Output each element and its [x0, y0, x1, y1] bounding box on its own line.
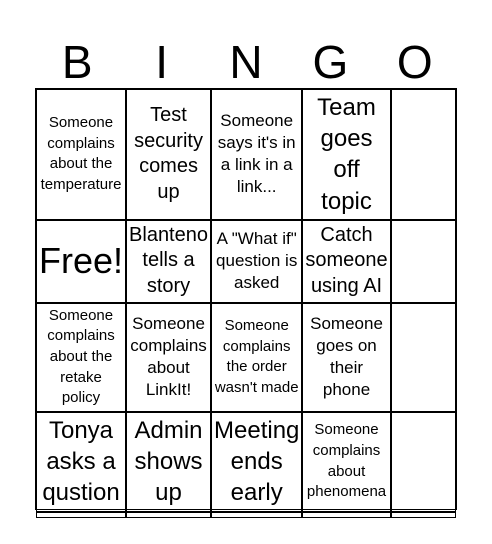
header-letter-o: O [396, 36, 433, 88]
bingo-cell-r1c2[interactable]: Test security comes up [126, 89, 211, 220]
bingo-cell-r1c4[interactable]: Team goes off topic [302, 89, 390, 220]
bingo-cell-r5c4[interactable] [302, 512, 390, 518]
bingo-cell-r4c2[interactable]: Admin shows up [126, 412, 211, 512]
header-letter-b: B [61, 36, 93, 88]
bingo-cell-r1c1[interactable]: Someone complains about the temperature [36, 89, 126, 220]
bingo-cell-free[interactable]: Free! [36, 220, 126, 303]
bingo-card-grid [35, 88, 457, 510]
bingo-cell-r4c4[interactable]: Someone complains about phenomena [302, 412, 390, 512]
bingo-cell-r3c1[interactable]: Someone complains about the retake policy [36, 303, 126, 412]
bingo-cell-r2c4[interactable]: Catch someone using AI [302, 220, 390, 303]
bingo-cell-r5c2[interactable] [126, 512, 211, 518]
bingo-cell-r3c4[interactable]: Someone goes on their phone [302, 303, 390, 412]
header-letter-g: G [312, 36, 349, 88]
bingo-cell-r3c3[interactable]: Someone complains the order wasn't made [211, 303, 302, 412]
bingo-cell-r2c5[interactable] [391, 220, 456, 303]
bingo-cell-r4c1[interactable]: Tonya asks a qustion [36, 412, 126, 512]
bingo-cell-r3c2[interactable]: Someone complains about LinkIt! [126, 303, 211, 412]
bingo-cell-r1c3[interactable]: Someone says it's in a link in a link... [211, 89, 302, 220]
bingo-cell-r5c5[interactable] [391, 512, 456, 518]
bingo-cell-r2c2[interactable]: Blanteno tells a story [126, 220, 211, 303]
header-letter-i: I [155, 36, 168, 88]
bingo-cell-r5c3[interactable] [211, 512, 302, 518]
bingo-cell-r2c3[interactable]: A "What if" question is asked [211, 220, 302, 303]
header-letter-n: N [229, 36, 263, 88]
bingo-cell-r4c5[interactable] [391, 412, 456, 512]
bingo-cell-r1c5[interactable] [391, 89, 456, 220]
bingo-header [35, 36, 457, 88]
bingo-cell-r4c3[interactable]: Meeting ends early [211, 412, 302, 512]
bingo-cell-r5c1[interactable] [36, 512, 126, 518]
bingo-cell-r3c5[interactable] [391, 303, 456, 412]
